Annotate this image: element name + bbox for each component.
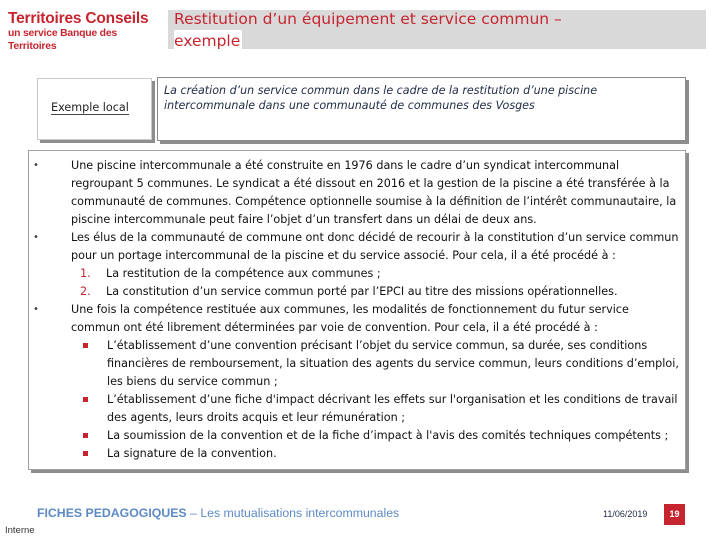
numbered-item-number: 2.: [80, 285, 91, 298]
footer-title: [37, 506, 399, 520]
classification-label: Interne: [5, 525, 35, 536]
logo-subtitle: un service Banque des Territoires: [8, 28, 117, 52]
logo-title: Territoires Conseils: [8, 10, 149, 27]
content-panel: [28, 150, 686, 470]
sub-list-item: [71, 337, 681, 391]
footer-title-rest: – Les mutualisations intercommunales: [186, 506, 400, 520]
numbered-item-text: La restitution de la compétence aux communes ;: [106, 267, 381, 280]
page-number-badge: 19: [664, 504, 685, 525]
square-bullet-icon: [83, 433, 88, 438]
square-bullet-icon: [83, 451, 88, 456]
numbered-item-number: 1.: [80, 267, 91, 280]
footer-title-bold: FICHES PEDAGOGIQUES: [37, 506, 187, 520]
square-bullet-icon: [83, 397, 88, 402]
bullet-icon: •: [33, 160, 39, 171]
paragraph-3-text: Une fois la compétence restituée aux communes, les modalités de fonctionnement du futur service commun ont été librement déterminées par voie de convention. Pour cela, il a été procédé à :: [71, 303, 629, 334]
slide-title: [174, 8, 634, 52]
footer-date: 11/06/2019: [603, 509, 648, 519]
sub-list-item: [71, 427, 681, 445]
example-label-box: [37, 78, 152, 140]
sub-list-item-text: La soumission de la convention et de la fiche d’impact à l'avis des comités techniques compétents ;: [107, 429, 669, 442]
slide-title-band: [168, 10, 706, 49]
slide-title-line-1: Restitution d’un équipement et service commun –: [174, 10, 562, 28]
example-description: La création d’un service commun dans le cadre de la restitution d’une piscine intercommunale dans une communauté de communes des Vosges: [164, 84, 598, 112]
square-bullet-icon: [83, 343, 88, 348]
sub-list-item-text: L’établissement d’une convention précisant l’objet du service commun, sa durée, ses conditions financières de remboursement, la situation des agents du service commun, leurs conditions d’emploi, les biens du service commun ;: [107, 339, 679, 388]
numbered-item: [71, 265, 681, 283]
sub-list-item-text: La signature de la convention.: [107, 447, 277, 460]
paragraph-2-text: Les élus de la communauté de commune ont donc décidé de recourir à la constitution d’un service commun pour un portage intercommunal de la piscine et du service associé. Pour cela, il a été procédé à :: [71, 231, 679, 262]
numbered-item: [71, 283, 681, 301]
slide-title-line-2: exemple: [174, 32, 241, 50]
example-description-box: [157, 77, 686, 141]
example-label: Exemple local: [51, 101, 129, 114]
numbered-item-text: La constitution d’un service commun porté par l’EPCI au titre des missions opérationnelles.: [106, 285, 618, 298]
sub-list-item-text: L’établissement d’une fiche d'impact décrivant les effets sur l'organisation et les conditions de travail des agents, leurs droits acquis et leur rémunération ;: [107, 393, 678, 424]
bullet-icon: •: [33, 232, 39, 243]
paragraph-3: [33, 301, 681, 337]
paragraph-1: [33, 157, 681, 229]
paragraph-1-text: Une piscine intercommunale a été construite en 1976 dans le cadre d’un syndicat intercommunal regroupant 5 communes. Le syndicat a été dissout en 2016 et la gestion de la piscine a été transférée à la communauté de communes. Compétence optionnelle soumise à la définition de l’intérêt communautaire, la piscine intercommunale peut faire l’objet d’un transfert dans un délai de deux ans.: [71, 159, 677, 226]
sub-list-item: [71, 445, 681, 463]
sub-list-item: [71, 391, 681, 427]
territoires-conseils-logo: [8, 10, 168, 53]
bullet-icon: •: [33, 304, 39, 315]
content-body: [33, 157, 681, 463]
paragraph-2: [33, 229, 681, 265]
